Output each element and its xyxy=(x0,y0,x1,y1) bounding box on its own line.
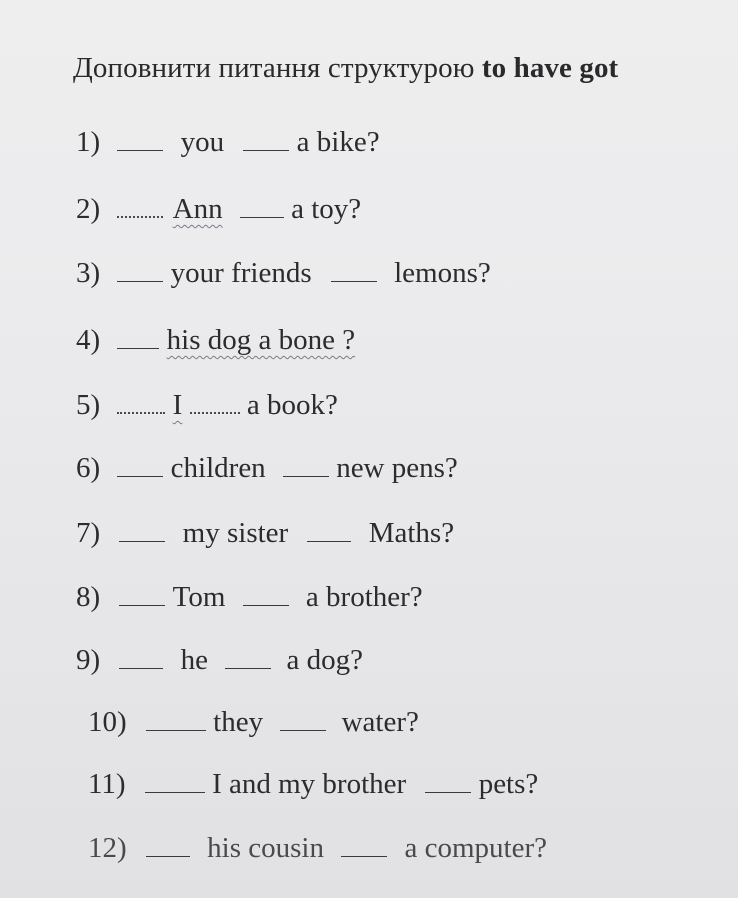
question-word: water? xyxy=(341,706,419,738)
question-number: 1) xyxy=(76,126,101,158)
question-5 xyxy=(76,388,338,422)
answer-blank xyxy=(146,708,206,731)
answer-blank xyxy=(117,259,163,282)
question-word: a bike? xyxy=(296,126,380,158)
title-regular: Доповнити питання структурою xyxy=(73,52,475,84)
question-word: children xyxy=(170,452,266,484)
question-word: a dog? xyxy=(286,644,364,676)
question-4 xyxy=(76,323,355,357)
answer-blank xyxy=(117,326,159,349)
question-number: 7) xyxy=(76,517,101,549)
question-word: I and my brother xyxy=(212,768,407,800)
question-6 xyxy=(76,451,458,485)
question-number: 8) xyxy=(76,581,101,613)
question-word: lemons? xyxy=(394,257,491,289)
question-word: I xyxy=(172,389,183,421)
question-1 xyxy=(76,125,380,159)
question-word: they xyxy=(213,706,264,738)
question-number: 5) xyxy=(76,389,101,421)
question-number: 9) xyxy=(76,644,101,676)
question-number: 2) xyxy=(76,193,101,225)
answer-blank xyxy=(117,454,163,477)
question-number: 4) xyxy=(76,324,101,356)
question-word: he xyxy=(180,644,209,676)
answer-blank xyxy=(341,834,387,857)
answer-blank xyxy=(425,770,471,793)
answer-blank xyxy=(117,194,163,218)
question-word: Ann xyxy=(172,193,223,225)
question-9 xyxy=(76,643,363,677)
question-number: 10) xyxy=(88,706,127,738)
answer-blank xyxy=(119,646,163,669)
question-number: 12) xyxy=(88,832,127,864)
page-title xyxy=(73,52,618,85)
title-bold: to have got xyxy=(481,52,619,84)
question-word: a computer? xyxy=(404,832,547,864)
question-word: a brother? xyxy=(305,581,423,613)
question-word: his dog a bone ? xyxy=(166,324,356,356)
answer-blank xyxy=(307,519,351,542)
question-word: his cousin xyxy=(207,832,324,864)
answer-blank xyxy=(243,583,289,606)
question-word: new pens? xyxy=(336,452,458,484)
answer-blank xyxy=(117,390,165,414)
question-8 xyxy=(76,580,423,614)
question-3 xyxy=(76,256,491,290)
question-2 xyxy=(76,192,361,226)
answer-blank xyxy=(243,128,289,151)
answer-blank xyxy=(331,259,377,282)
question-number: 11) xyxy=(88,768,126,800)
question-12 xyxy=(88,831,547,865)
question-11 xyxy=(88,767,538,801)
answer-blank xyxy=(240,195,284,218)
question-word: a toy? xyxy=(291,193,362,225)
answer-blank xyxy=(225,646,271,669)
question-word: Tom xyxy=(172,581,226,613)
answer-blank xyxy=(190,390,240,414)
question-word: your friends xyxy=(170,257,312,289)
answer-blank xyxy=(119,583,165,606)
answer-blank xyxy=(119,519,165,542)
question-word: a book? xyxy=(246,389,338,421)
question-10 xyxy=(88,705,419,739)
answer-blank xyxy=(117,128,163,151)
question-word: you xyxy=(180,126,225,158)
question-number: 3) xyxy=(76,257,101,289)
question-number: 6) xyxy=(76,452,101,484)
answer-blank xyxy=(280,708,326,731)
question-7 xyxy=(76,516,454,550)
question-word: pets? xyxy=(478,768,539,800)
question-word: Maths? xyxy=(368,517,455,549)
answer-blank xyxy=(283,454,329,477)
answer-blank xyxy=(146,834,190,857)
question-word: my sister xyxy=(182,517,289,549)
answer-blank xyxy=(145,770,205,793)
